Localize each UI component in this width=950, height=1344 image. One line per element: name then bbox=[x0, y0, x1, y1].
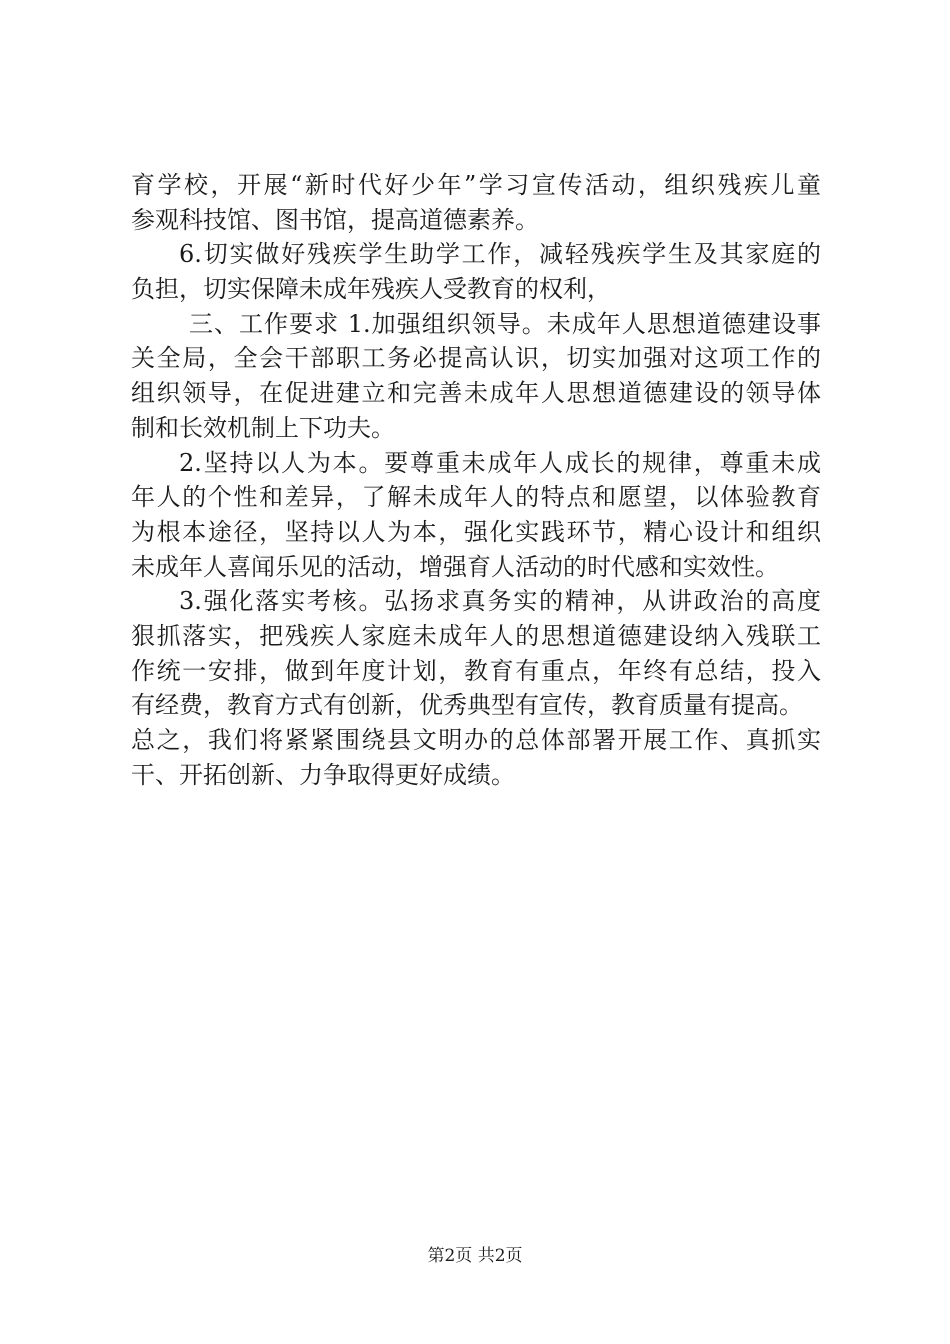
page-number-footer: 第2页 共2页 bbox=[427, 1246, 523, 1266]
summary-line: 总之，我们将紧紧围绕县文明办的总体部署开展工作、真抓实 bbox=[131, 726, 821, 754]
document-body bbox=[131, 168, 821, 792]
text-line: 作统一安排，做到年度计划，教育有重点，年终有总结，投入 bbox=[131, 656, 821, 685]
text-line: 组织领导，在促进建立和完善未成年人思想道德建设的领导体 bbox=[131, 379, 821, 408]
text-line: 狠抓落实，把残疾人家庭未成年人的思想道德建设纳入残联工 bbox=[131, 621, 821, 650]
text-line: 未成年人喜闻乐见的活动，增强育人活动的时代感和实效性。 bbox=[131, 552, 779, 581]
section-three-heading: 三、工作要求 1.加强组织领导。未成年人思想道德建设事 bbox=[189, 309, 821, 338]
text-line: 负担，切实保障未成年残疾人受教育的权利， bbox=[131, 275, 611, 304]
text-line: 干、开拓创新、力争取得更好成绩。 bbox=[131, 760, 515, 789]
paragraph-three-start: 3.强化落实考核。弘扬求真务实的精神，从讲政治的高度 bbox=[179, 587, 821, 616]
paragraph-six-start: 6.切实做好残疾学生助学工作，减轻残疾学生及其家庭的 bbox=[179, 240, 821, 269]
paragraph-two-start: 2.坚持以人为本。要尊重未成年人成长的规律，尊重未成 bbox=[179, 448, 821, 477]
text-line: 制和长效机制上下功夫。 bbox=[131, 413, 395, 442]
text-line: 育学校，开展“新时代好少年”学习宣传活动，组织残疾儿童 bbox=[131, 171, 821, 199]
text-line: 参观科技馆、图书馆，提高道德素养。 bbox=[131, 205, 539, 234]
text-line: 有经费，教育方式有创新，优秀典型有宣传，教育质量有提高。 bbox=[131, 691, 803, 720]
text-line: 关全局，全会干部职工务必提高认识，切实加强对这项工作的 bbox=[131, 344, 821, 373]
text-line: 年人的个性和差异，了解未成年人的特点和愿望，以体验教育 bbox=[131, 483, 821, 512]
text-line: 为根本途径，坚持以人为本，强化实践环节，精心设计和组织 bbox=[131, 517, 821, 546]
